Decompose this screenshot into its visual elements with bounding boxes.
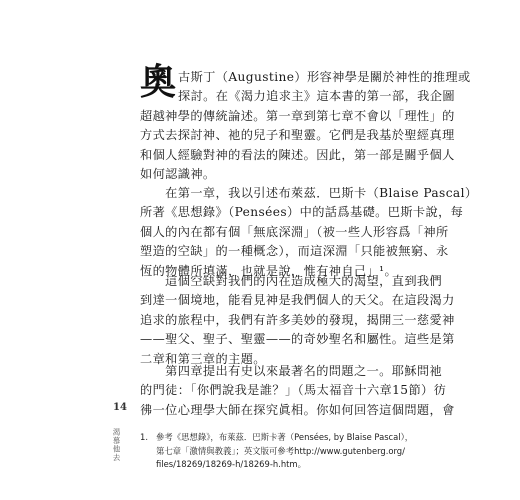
text-line: 在第一章，我以引述布萊茲．巴斯卡（Blaise Pascal） <box>140 186 478 200</box>
text-line: 所著《思想錄》（Pensées）中的話爲基礎。巴斯卡說，每 <box>140 205 464 220</box>
footnote-line: files/18269/18269-h/18269-h.htm。 <box>156 459 306 469</box>
text-line: 追求的旅程中，我們有許多美妙的發現，揭開三一慈愛神 <box>140 312 455 327</box>
footnote-number: 1. <box>140 432 148 442</box>
text-line: 彿一位心理學大師在探究眞相。你如何回答這個問題，會 <box>140 402 455 417</box>
text-line: ——聖父、聖子、聖靈——的奇妙聖名和屬性。這些是第 <box>140 332 455 347</box>
text-line: 二章和第三章的主題。 <box>140 351 266 366</box>
text-line: 的門徒：「你們說我是誰？」（馬太福音十六章15節）彷 <box>140 383 447 398</box>
paragraph-1 <box>140 107 455 185</box>
footnote-line: 第七章「激情與教義」；英文版可參考http://www.gutenberg.org/ <box>156 445 405 456</box>
text-line: 如何認識神。 <box>140 167 216 182</box>
text-line: 探討。在《渴力追求主》這本書的第一部，我企圖 <box>178 89 455 104</box>
text-line: 和個人經驗對神的看法的陳述。因此，第一部是關乎個人 <box>140 147 455 162</box>
text-line: 方式去探討神、祂的兒子和聖靈。它們是我基於聖經真理 <box>140 128 455 143</box>
page-number: 14 <box>113 402 127 413</box>
text-line: 到達一個境地，能看見神是我們個人的天父。在這段渴力 <box>140 293 455 308</box>
paragraph-4 <box>140 362 455 420</box>
paragraph-1-opening <box>178 68 471 107</box>
footnote-line: 參考《思想錄》，布萊茲．巴斯卡著（Pensées, by Blaise Pascal）， <box>156 432 414 442</box>
drop-cap: 奧 <box>140 61 177 103</box>
text-line: 恆的物體所填滿，也就是說，惟有神自己」¹。 <box>140 263 398 278</box>
footnote-text <box>156 431 422 472</box>
paragraph-3 <box>140 272 455 369</box>
text-line: 超越神學的傳統論述。第一章到第七章不會以「理性」的 <box>140 109 455 123</box>
text-line: 個人的內在都有個「無底深淵」（被一些人形容爲「神所 <box>140 224 449 239</box>
text-line: 這個空缺對我們的內在造成極大的渴望，直到我們 <box>140 274 443 288</box>
running-head: 渴慕他去 <box>112 428 121 462</box>
text-line: 古斯丁（Augustine）形容神學是關於神性的推理或 <box>178 70 471 84</box>
text-line: 塑造的空缺」的一種概念），而這深淵「只能被無窮、永 <box>140 244 449 259</box>
text-line: 第四章提出有史以來最著名的問題之一。耶穌問祂 <box>140 364 443 378</box>
